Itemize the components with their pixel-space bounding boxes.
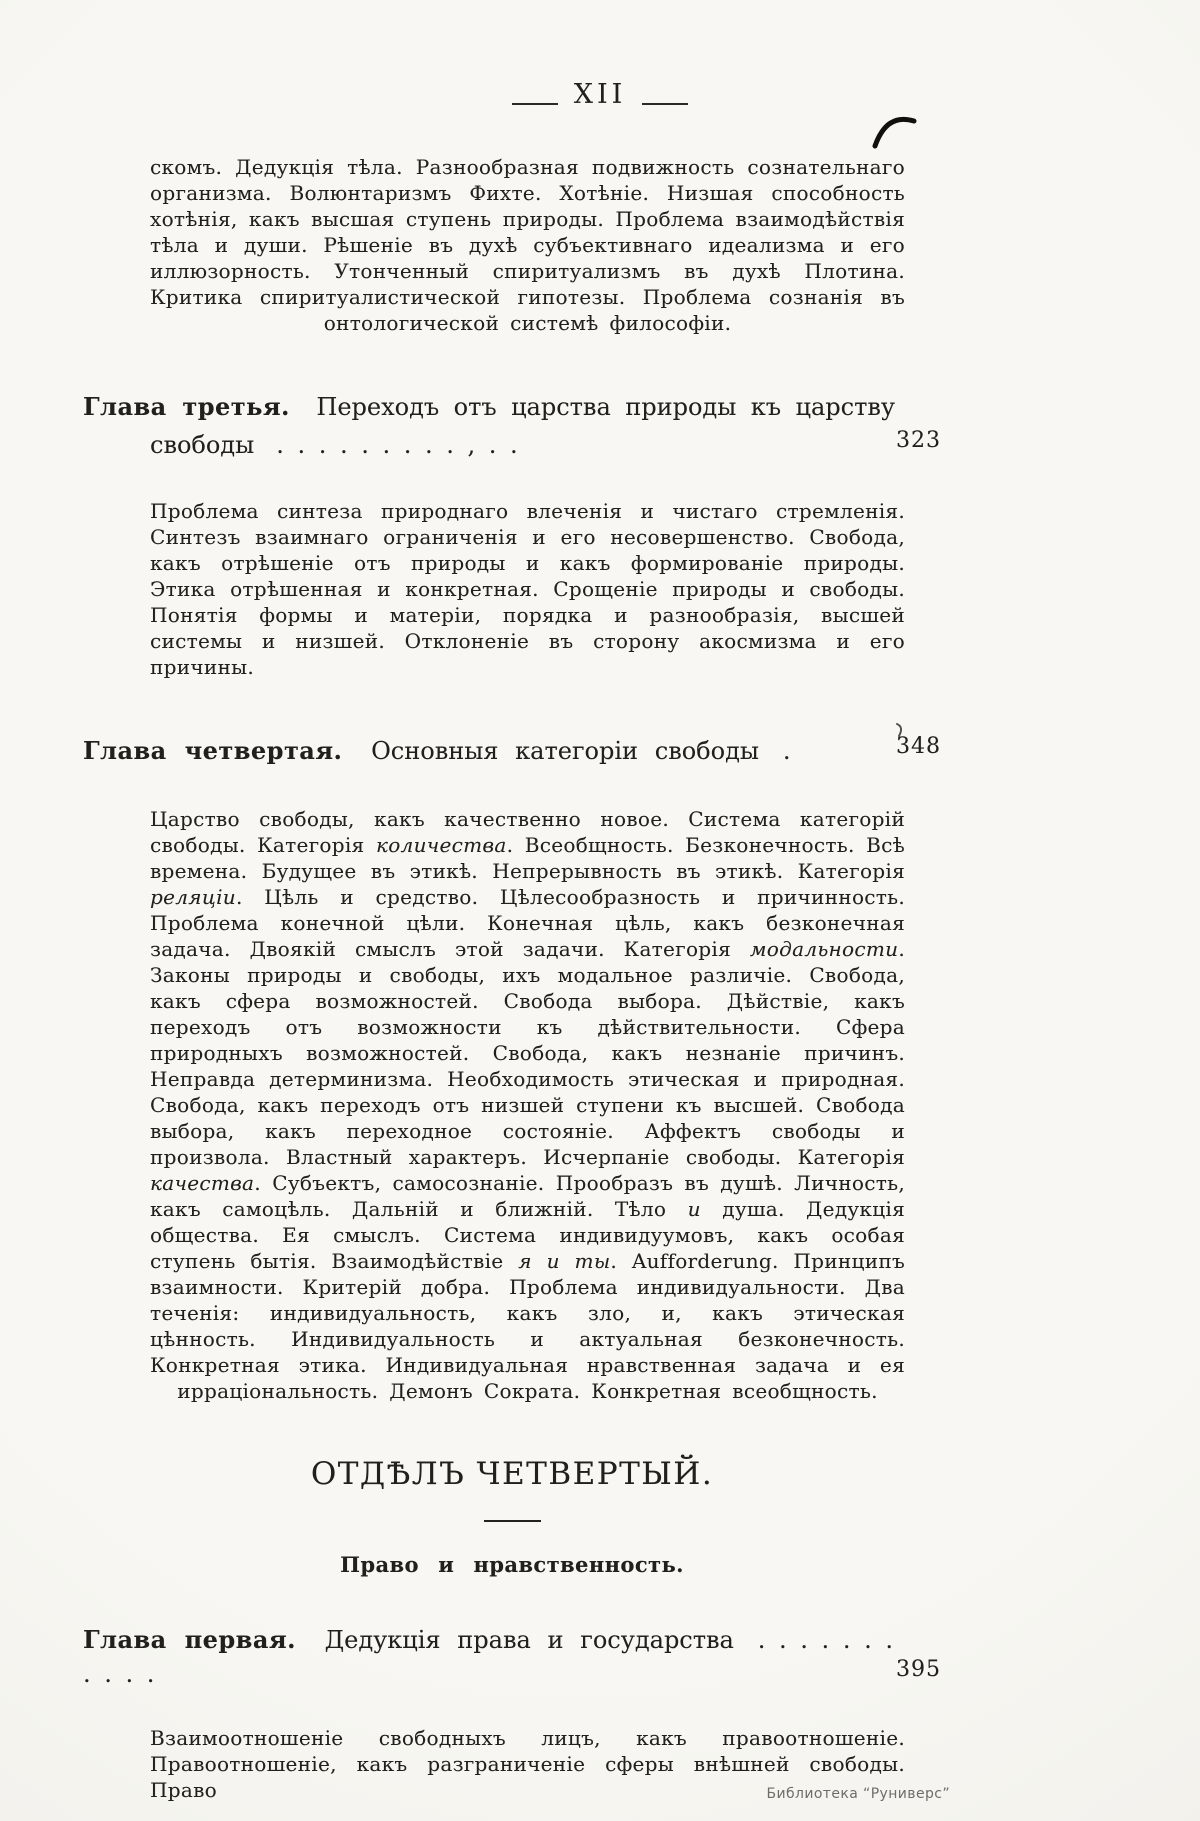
page-number: 323 bbox=[896, 427, 941, 453]
section-title: ОТДѢЛЪ ЧЕТВЕРТЫЙ. bbox=[310, 1455, 714, 1492]
toc-entry-chapter-4 bbox=[83, 734, 941, 768]
toc-entry-chapter-1 bbox=[83, 1623, 941, 1691]
dot-leader: . . . . . . . . . , . . bbox=[276, 430, 518, 459]
chapter-heading-line-1 bbox=[83, 390, 895, 424]
chapter-heading-line bbox=[83, 734, 895, 768]
section-divider bbox=[484, 1520, 541, 1522]
chapter-summary-continuation: скомъ. Дедукція тѣла. Разнообразная подвижность сознательнаго организма. Волюнтаризмъ Фихте. Хотѣніе. Низшая способность хотѣнія, какъ высшая ступень природы. Проблема взаимодѣйствія тѣла и души. Рѣшеніе въ духѣ субъективнаго идеализма и его иллюзорность. Утонченный спиритуализмъ въ духѣ Плотина. Критика спиритуалистической гипотезы. Проблема сознанія въ онтологической системѣ философіи. bbox=[150, 154, 905, 335]
page-number: 395 bbox=[896, 1656, 941, 1682]
chapter-title-continued: свободы bbox=[150, 430, 255, 459]
chapter-heading-line-2 bbox=[83, 428, 895, 462]
chapter-label: Глава первая. bbox=[83, 1624, 296, 1654]
section-subtitle: Право и нравственность. bbox=[340, 1551, 684, 1577]
chapter-title: Переходъ отъ царства природы къ царству bbox=[316, 392, 895, 421]
page-header bbox=[0, 0, 1200, 110]
chapter-3-summary: Проблема синтеза природнаго влеченія и чистаго стремленія. Синтезъ взаимнаго ограниченія и его несовершенство. Свобода, какъ отрѣшеніе отъ природы и какъ формированіе природы. Этика отрѣшенная и конкретная. Срощеніе природы и свободы. Понятія формы и матеріи, порядка и разнообразія, высшей системы и низшей. Отклоненіе въ сторону акосмизма и его причины. bbox=[150, 498, 905, 679]
header-rule-left bbox=[512, 103, 558, 105]
chapter-title: Основныя категоріи свободы bbox=[371, 736, 759, 765]
chapter-4-summary: Царство свободы, какъ качественно новое. Система категорій свободы. Категорія количества. Всеобщность. Безконечность. Всѣ времена. Будущее въ этикѣ. Непрерывность въ этикѣ. Категорія реляціи. Цѣль и средство. Цѣлесообразность и причинность. Проблема конечной цѣли. Конечная цѣль, какъ безконечная задача. Двоякій смыслъ этой задачи. Категорія модальности. Законы природы и свободы, ихъ модальное различіе. Свобода, какъ сфера возможностей. Свобода выбора. Дѣйствіе, какъ переходъ отъ возможности къ дѣйствительности. Сфера природныхъ возможностей. Свобода, какъ незнаніе причинъ. Неправда детерминизма. Необходимость этическая и природная. Свобода, какъ переходъ отъ низшей ступени къ высшей. Свобода выбора, какъ переходное состояніе. Аффектъ свободы и произвола. Властный характеръ. Исчерпаніе свободы. Категорія качества. Субъектъ, самосознаніе. Прообразъ въ душѣ. Личность, какъ самоцѣль. Дальній и ближній. Тѣло и душа. Дедукція общества. Ея смыслъ. Система индивидуумовъ, какъ особая ступень бытія. Взаимодѣйствіе я и ты. Aufforderung. Принципъ взаимности. Критерій добра. Проблема индивидуальности. Два теченія: индивидуальность, какъ зло, и, какъ этическая цѣнность. Индивидуальность и актуальная безконечность. Конкретная этика. Индивидуальная нравственная задача и ея ирраціональность. Демонъ Сократа. Конкретная всеобщность. bbox=[150, 806, 906, 1403]
library-watermark: Библиотека “Руниверс” bbox=[766, 1786, 950, 1802]
chapter-label: Глава четвертая. bbox=[83, 735, 343, 765]
chapter-heading-line bbox=[83, 1623, 895, 1691]
toc-content bbox=[83, 154, 941, 1803]
page-number-roman: XII bbox=[573, 79, 627, 110]
header-rule-right bbox=[642, 103, 688, 105]
page-number: 348 bbox=[896, 733, 941, 759]
ink-stroke-artifact bbox=[870, 106, 918, 152]
toc-entry-chapter-3 bbox=[83, 390, 941, 462]
chapter-label: Глава третья. bbox=[83, 391, 290, 421]
dot-leader: . . . . . . . . . . . bbox=[83, 1625, 893, 1688]
chapter-title: Дедукція права и государства bbox=[324, 1625, 734, 1654]
dot-leader: . bbox=[782, 736, 791, 765]
chapter-1-summary: Взаимоотношеніе свободныхъ лицъ, какъ правоотношеніе. Правоотношеніе, какъ разграниченіе сферы внѣшней свободы. Право bbox=[150, 1725, 905, 1802]
